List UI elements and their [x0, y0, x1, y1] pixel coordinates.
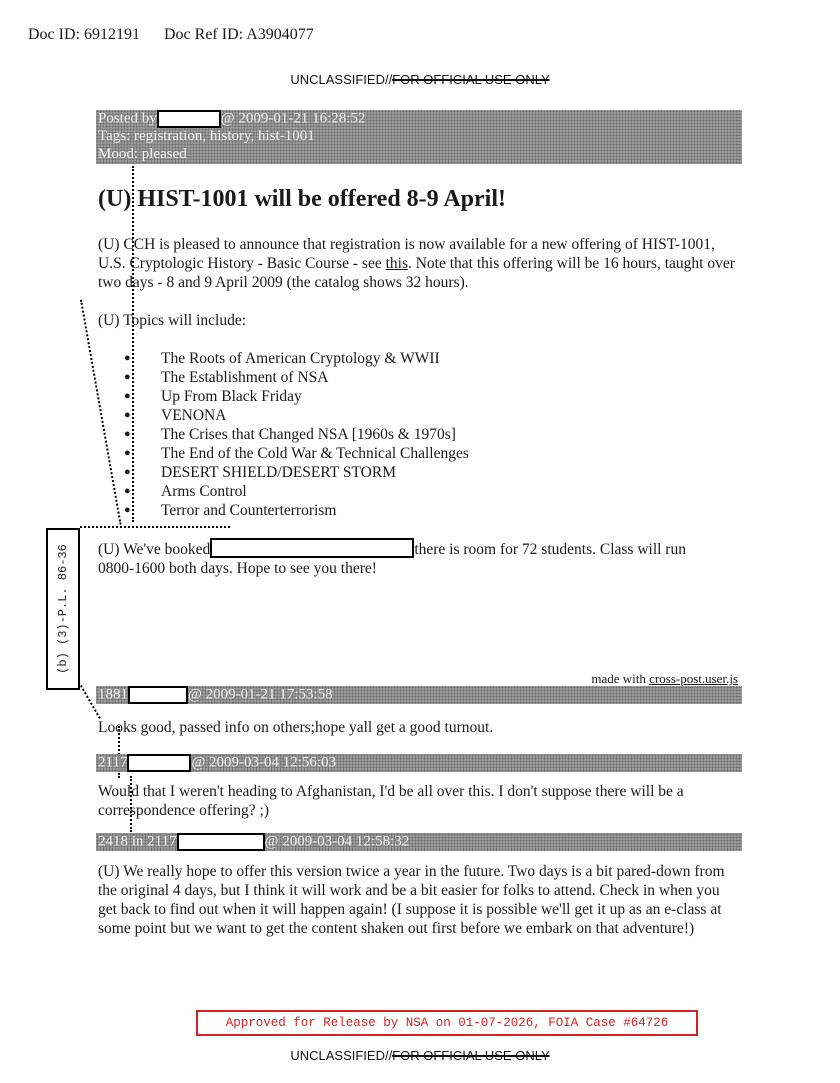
comment-author-id: 2418 in 2117	[98, 833, 177, 850]
approval-stamp: Approved for Release by NSA on 01-07-2026, FOIA Case #64726	[196, 1010, 698, 1036]
course-link[interactable]: this	[385, 255, 408, 272]
classification-level: UNCLASSIFIED//	[290, 72, 393, 87]
posted-timestamp: @ 2009-01-21 16:28:52	[220, 110, 366, 127]
post-header-bar	[96, 110, 742, 164]
tags-line: Tags: registration, history, hist-1001	[98, 128, 315, 144]
redaction-box	[177, 833, 265, 851]
doc-id: Doc ID: 6912191	[28, 26, 140, 43]
list-item: ● Terror and Counterterrorism	[124, 502, 337, 519]
list-item: ● The Roots of American Cryptology & WWII	[124, 350, 440, 367]
posted-by-label: Posted by	[98, 110, 157, 127]
mood-line: Mood: pleased	[98, 146, 187, 162]
comment-header-bar	[96, 754, 742, 772]
list-item: ● The End of the Cold War & Technical Challenges	[124, 445, 469, 462]
post-title: (U) HIST-1001 will be offered 8-9 April!	[98, 186, 506, 212]
exemption-box	[46, 528, 80, 690]
classification-struck-caveat: FOR OFFICIAL USE ONLY	[392, 1048, 550, 1063]
posted-by-line	[98, 110, 742, 128]
comment-timestamp: @ 2009-03-04 12:58:32	[264, 833, 410, 850]
list-item: ● DESERT SHIELD/DESERT STORM	[124, 464, 396, 481]
classification-level: UNCLASSIFIED//	[290, 1048, 393, 1063]
document-ids	[28, 26, 314, 44]
list-item: ● VENONA	[124, 407, 227, 424]
bullet-icon: ●	[124, 390, 131, 402]
redaction-box	[127, 754, 191, 772]
comment-text: Would that I weren't heading to Afghanistan, I'd be all over this. I don't suppose there will be a correspondence offering? ;)	[98, 783, 684, 819]
bullet-icon: ●	[124, 352, 131, 364]
bullet-icon: ●	[124, 428, 131, 440]
exemption-label: (b) (3)-P.L. 86-36	[56, 544, 70, 674]
leader-line	[80, 300, 122, 525]
classification-banner-top	[0, 72, 840, 87]
cross-post-link[interactable]: cross-post.user.js	[649, 671, 738, 686]
list-item: ● Arms Control	[124, 483, 247, 500]
classification-banner-bottom	[0, 1048, 840, 1063]
comment-author-id: 2117	[98, 754, 128, 771]
bullet-icon: ●	[124, 504, 131, 516]
redaction-box	[157, 110, 221, 128]
intro-text-end: . Note that this offering will be 16 hours, taught over two days - 8 and 9 April 2009 (the catalog shows 32 hours).	[98, 255, 735, 291]
redaction-box	[210, 538, 414, 558]
leader-line	[80, 526, 230, 528]
redaction-box	[128, 686, 188, 704]
topics-intro: (U) Topics will include:	[98, 312, 247, 329]
list-item: ● The Crises that Changed NSA [1960s & 1970s]	[124, 426, 456, 443]
intro-text: (U) CCH is pleased to announce that registration is now available for a new offering of HIST-1001, U.S. Cryptologic History - Basic Course - see	[98, 236, 715, 272]
comment-header-bar	[96, 833, 742, 851]
made-with-note: made with cross-post.user.js	[591, 671, 738, 686]
booking-paragraph	[98, 540, 738, 578]
booking-text-end: there is room for 72 students. Class will run	[414, 541, 686, 558]
bullet-icon: ●	[124, 466, 131, 478]
bullet-icon: ●	[124, 371, 131, 383]
intro-paragraph	[98, 235, 738, 292]
booking-text-line2: 0800-1600 both days. Hope to see you there!	[98, 560, 377, 577]
list-item: ● The Establishment of NSA	[124, 369, 329, 386]
classification-struck-caveat: FOR OFFICIAL USE ONLY	[392, 72, 550, 87]
topics-list	[124, 349, 469, 520]
bullet-icon: ●	[124, 485, 131, 497]
leader-line	[132, 166, 134, 522]
comment-timestamp: @ 2009-01-21 17:53:58	[188, 686, 333, 703]
comment-author-id: 1881	[98, 686, 128, 703]
bullet-icon: ●	[124, 409, 131, 421]
list-item: ● Up From Black Friday	[124, 388, 302, 405]
bullet-icon: ●	[124, 447, 131, 459]
booking-text-start: (U) We've booked	[98, 541, 211, 558]
doc-ref-id: Doc Ref ID: A3904077	[163, 26, 314, 43]
comment-timestamp: @ 2009-03-04 12:56:03	[191, 754, 337, 771]
comment-header-bar	[96, 686, 742, 704]
comment-text: (U) We really hope to offer this version twice a year in the future. Two days is a bit pared-down from the original 4 days, but I think it will work and be a bit easier for folks to attend. Check in when you get back to find out when it will happen again! (I suppose it is possible we'll get it up as an e-class at some point but we want to get the content shaken out first before we embark on that adventure!)	[98, 863, 725, 937]
comment-text: Looks good, passed info on others;hope yall get a good turnout.	[98, 719, 494, 736]
